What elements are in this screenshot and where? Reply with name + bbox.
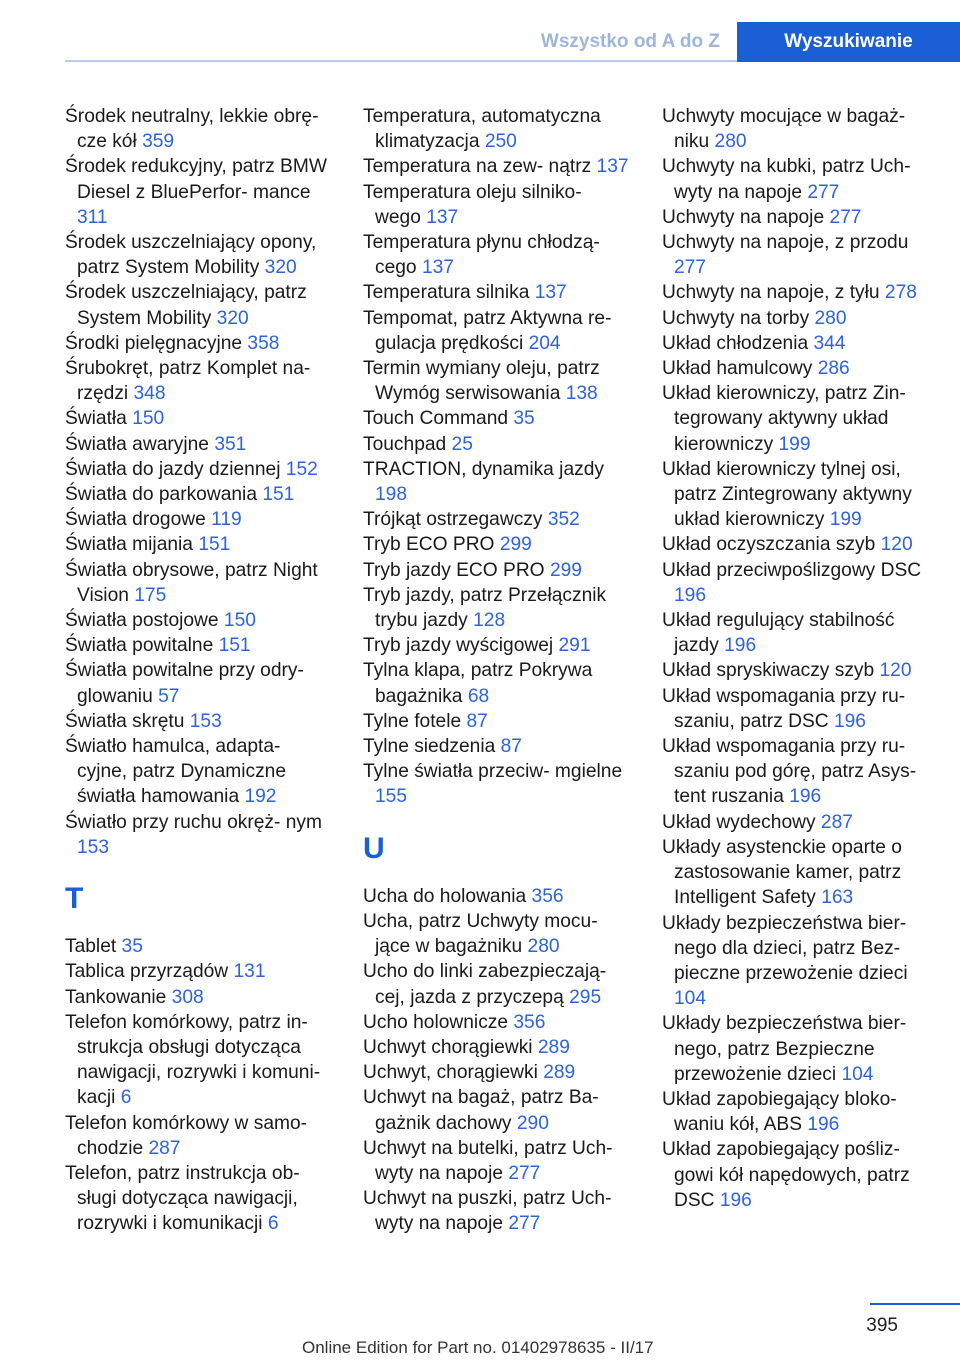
index-entry xyxy=(363,633,631,658)
page-link[interactable]: 196 xyxy=(833,710,866,732)
index-letter-heading: U xyxy=(363,831,385,865)
page-link[interactable]: 348 xyxy=(133,383,166,405)
index-term: Uchwyty na napoje, z przodu xyxy=(662,232,909,254)
index-entry xyxy=(65,507,333,532)
index-entry xyxy=(363,1186,631,1236)
index-term: Uchwyty na torby xyxy=(662,307,815,329)
page-link[interactable]: 352 xyxy=(547,509,580,531)
index-term: Tylne fotele xyxy=(363,710,467,732)
index-term: Układ wydechowy xyxy=(662,811,821,833)
page-link[interactable]: 280 xyxy=(714,131,747,153)
index-entry xyxy=(662,306,930,331)
header-divider xyxy=(65,60,737,62)
index-term: Touch Command xyxy=(363,408,514,430)
index-entry xyxy=(65,432,333,457)
index-entry xyxy=(65,230,333,280)
page-link[interactable]: 291 xyxy=(558,635,591,657)
page-link[interactable]: 151 xyxy=(262,484,295,506)
page-link[interactable]: 289 xyxy=(543,1062,576,1084)
page-link[interactable]: 137 xyxy=(426,206,459,228)
page-link[interactable]: 196 xyxy=(674,584,707,606)
index-entry xyxy=(363,507,631,532)
index-entry xyxy=(65,959,333,984)
page-link[interactable]: 151 xyxy=(198,534,231,556)
page-link[interactable]: 150 xyxy=(132,408,165,430)
index-term: Ucho do linki zabezpieczają‐ cej, jazda z przyczepą xyxy=(363,961,607,1008)
page-number: 395 xyxy=(866,1315,898,1336)
index-entry xyxy=(662,104,930,154)
page-link[interactable]: 6 xyxy=(267,1213,279,1235)
page-link[interactable]: 277 xyxy=(829,206,862,228)
index-entry xyxy=(363,280,631,305)
page-link[interactable]: 120 xyxy=(879,660,912,682)
page-link[interactable]: 295 xyxy=(569,986,602,1008)
index-entry xyxy=(363,583,631,633)
page-link[interactable]: 344 xyxy=(813,332,846,354)
page-link[interactable]: 138 xyxy=(565,383,598,405)
page-link[interactable]: 153 xyxy=(77,836,110,858)
index-entry xyxy=(662,230,930,280)
page-link[interactable]: 155 xyxy=(375,786,408,808)
index-entry xyxy=(65,1111,333,1161)
index-entry xyxy=(65,934,333,959)
index-term: Światło hamulca, adapta‐ cyjne, patrz Dynamiczne światła hamowania xyxy=(65,736,287,808)
page-link[interactable]: 280 xyxy=(527,936,560,958)
index-entry xyxy=(65,658,333,708)
page-link[interactable]: 192 xyxy=(244,786,277,808)
page-link[interactable]: 57 xyxy=(158,685,180,707)
page-link[interactable]: 87 xyxy=(500,736,522,758)
page-link[interactable]: 120 xyxy=(880,534,913,556)
index-entry xyxy=(65,633,333,658)
page-link[interactable]: 286 xyxy=(817,358,850,380)
index-entry xyxy=(662,835,930,911)
index-entry xyxy=(662,154,930,204)
page-link[interactable]: 277 xyxy=(508,1162,541,1184)
page-link[interactable]: 199 xyxy=(829,509,862,531)
page-link[interactable]: 359 xyxy=(142,131,175,153)
page-link[interactable]: 204 xyxy=(528,332,561,354)
index-entry xyxy=(363,1035,631,1060)
index-entry xyxy=(65,1010,333,1111)
index-term: Tryb jazdy, patrz Przełącznik trybu jazdy xyxy=(363,584,607,632)
page-link[interactable]: 277 xyxy=(674,257,707,279)
index-entry xyxy=(662,356,930,381)
index-term: Układ zapobiegający pośliz‐ gowi kół napędowych, patrz DSC xyxy=(662,1139,910,1211)
index-term: Śrubokręt, patrz Komplet na‐ rzędzi xyxy=(65,358,311,405)
page-link[interactable]: 153 xyxy=(189,710,222,732)
page-link[interactable]: 137 xyxy=(596,156,629,178)
page-link[interactable]: 287 xyxy=(148,1137,181,1159)
index-term: Ucha do holowania xyxy=(363,885,532,907)
index-entry xyxy=(363,104,631,154)
index-term: Tryb ECO PRO xyxy=(363,534,500,556)
index-entry xyxy=(662,911,930,1012)
index-entry xyxy=(65,154,333,230)
index-term: Uchwyt chorągiewki xyxy=(363,1036,538,1058)
index-term: Układy asystenckie oparte o zastosowanie kamer, patrz Intelligent Safety xyxy=(662,836,902,909)
index-term: Środek uszczelniający, patrz System Mobility xyxy=(65,282,307,329)
page-link[interactable]: 131 xyxy=(233,961,266,983)
page-link[interactable]: 68 xyxy=(467,685,490,707)
index-term: Termin wymiany oleju, patrz Wymóg serwisowania xyxy=(363,358,600,405)
footer-divider xyxy=(870,1303,960,1305)
page-link[interactable]: 137 xyxy=(421,257,454,279)
index-entry xyxy=(65,482,333,507)
index-entry xyxy=(662,684,930,734)
page-link[interactable]: 119 xyxy=(211,509,242,531)
page-link[interactable]: 196 xyxy=(789,786,822,808)
index-term: Tylne siedzenia xyxy=(363,736,501,758)
index-entry xyxy=(363,532,631,557)
page-link[interactable]: 35 xyxy=(513,408,535,430)
index-term: Układ wspomagania przy ru‐ szaniu, patrz DSC xyxy=(662,685,906,732)
index-entry xyxy=(65,985,333,1010)
index-term: Uchwyt na bagaż, patrz Ba‐ gażnik dachowy xyxy=(363,1087,599,1134)
index-term: Światło przy ruchu okręż‐ nym xyxy=(65,811,322,833)
page-link[interactable]: 356 xyxy=(513,1011,546,1033)
index-term: Temperatura na zew‐ nątrz xyxy=(363,156,597,178)
index-term: Touchpad xyxy=(363,433,452,455)
page-link[interactable]: 104 xyxy=(674,988,707,1010)
index-entry xyxy=(662,1011,930,1087)
index-term: Światła do jazdy dziennej xyxy=(65,458,286,480)
index-term: Układ kierowniczy tylnej osi, patrz Zintegrowany aktywny układ kierowniczy xyxy=(662,458,912,531)
index-term: Środek uszczelniający opony, patrz System Mobility xyxy=(65,232,317,279)
page-link[interactable]: 356 xyxy=(531,885,564,907)
page-link[interactable]: 196 xyxy=(724,635,757,657)
index-entry xyxy=(363,709,631,734)
index-entry xyxy=(662,810,930,835)
page-header xyxy=(0,0,960,62)
index-entry xyxy=(662,331,930,356)
index-entry xyxy=(363,154,631,179)
index-entry xyxy=(662,658,930,683)
page-link[interactable]: 290 xyxy=(516,1112,549,1134)
index-entry xyxy=(363,1010,631,1035)
index-entry xyxy=(363,457,631,507)
page-link[interactable]: 196 xyxy=(719,1189,752,1211)
index-term: Układ zapobiegający bloko‐ waniu kół, ABS xyxy=(662,1088,897,1136)
tab-wyszukiwanie[interactable]: Wyszukiwanie xyxy=(737,22,960,62)
index-entry xyxy=(363,306,631,356)
index-term: Światła postojowe xyxy=(65,610,224,632)
index-term: Układ wspomagania przy ru‐ szaniu pod górę, patrz Asys‐ tent ruszania xyxy=(662,736,917,808)
index-term: Tryb jazdy wyścigowej xyxy=(363,635,559,657)
index-entry xyxy=(363,1060,631,1085)
index-term: Tankowanie xyxy=(65,986,172,1008)
page-link[interactable]: 25 xyxy=(451,433,473,455)
index-entry xyxy=(65,356,333,406)
index-term: TRACTION, dynamika jazdy xyxy=(363,458,604,480)
page-link[interactable]: 128 xyxy=(473,610,506,632)
index-entry xyxy=(363,406,631,431)
index-entry xyxy=(363,884,631,909)
index-term: Telefon komórkowy w samo‐ chodzie xyxy=(65,1112,308,1159)
index-entry xyxy=(662,734,930,810)
index-entry xyxy=(65,532,333,557)
page-link[interactable]: 104 xyxy=(841,1063,874,1085)
index-term: Temperatura silnika xyxy=(363,282,535,304)
index-term: Światła skrętu xyxy=(65,710,190,732)
edition-note: Online Edition for Part no. 01402978635 - II/17 xyxy=(302,1338,654,1357)
index-entry xyxy=(363,180,631,230)
index-entry xyxy=(65,734,333,810)
index-term: Uchwyt na puszki, patrz Uch‐ wyty na napoje xyxy=(363,1188,612,1235)
index-entry xyxy=(662,558,930,608)
section-title[interactable]: Wszystko od A do Z xyxy=(540,31,720,52)
page-link[interactable]: 196 xyxy=(807,1114,840,1136)
index-term: Światła mijania xyxy=(65,534,199,556)
index-entry xyxy=(65,608,333,633)
index-term: Tylne światła przeciw‐ mgielne xyxy=(363,761,623,783)
page-link[interactable]: 277 xyxy=(807,181,840,203)
page-link[interactable]: 358 xyxy=(247,332,280,354)
index-entry xyxy=(662,280,930,305)
index-term: Trójkąt ostrzegawczy xyxy=(363,509,548,531)
index-term: Tablet xyxy=(65,936,122,958)
index-entry xyxy=(65,280,333,330)
index-term: Światła do parkowania xyxy=(65,484,263,506)
index-term: Tylna klapa, patrz Pokrywa bagażnika xyxy=(363,660,593,707)
index-entry xyxy=(363,759,631,809)
page-link[interactable]: 6 xyxy=(120,1087,132,1109)
index-term: Środki pielęgnacyjne xyxy=(65,332,248,354)
index-term: Światła awaryjne xyxy=(65,433,215,455)
page-link[interactable]: 35 xyxy=(121,936,143,958)
index-term: Światła xyxy=(65,408,133,430)
index-term: Uchwyt na butelki, patrz Uch‐ wyty na napoje xyxy=(363,1137,613,1184)
index-term: Układ regulujący stabilność jazdy xyxy=(662,610,895,657)
index-entry xyxy=(662,1137,930,1213)
index-column-3 xyxy=(662,104,930,1213)
index-term: Układy bezpieczeństwa bier‐ nego, patrz Bezpieczne przewożenie dzieci xyxy=(662,1013,907,1085)
index-entry xyxy=(363,356,631,406)
index-entry xyxy=(65,709,333,734)
index-term: Uchwyty na napoje, z tyłu xyxy=(662,282,885,304)
index-term: Uchwyt, chorągiewki xyxy=(363,1062,544,1084)
page-link[interactable]: 152 xyxy=(285,458,318,480)
index-term: Telefon komórkowy, patrz in‐ strukcja obsługi dotycząca nawigacji, rozrywki i komuni‐ kacji xyxy=(65,1011,321,1109)
index-letter-heading: T xyxy=(65,882,84,916)
index-entry xyxy=(65,457,333,482)
page-link[interactable]: 151 xyxy=(218,635,251,657)
page-link[interactable]: 199 xyxy=(778,433,811,455)
index-term: Środek redukcyjny, patrz BMW Diesel z BluePerfor‐ mance xyxy=(65,156,327,203)
page-link[interactable]: 299 xyxy=(499,534,532,556)
page-link[interactable]: 278 xyxy=(884,282,917,304)
index-term: Światła obrysowe, patrz Night Vision xyxy=(65,559,318,606)
index-term: Uchwyty na kubki, patrz Uch‐ wyty na napoje xyxy=(662,156,911,203)
index-entry xyxy=(363,658,631,708)
index-term: Ucho holownicze xyxy=(363,1011,514,1033)
index-entry xyxy=(65,104,333,154)
page-link[interactable]: 137 xyxy=(534,282,567,304)
page-link[interactable]: 87 xyxy=(466,710,488,732)
index-term: Układ przeciwpoślizgowy DSC xyxy=(662,559,922,581)
index-column-1 xyxy=(65,104,333,1237)
page-link[interactable]: 311 xyxy=(77,206,108,228)
page-link[interactable]: 277 xyxy=(508,1213,541,1235)
index-term: Telefon, patrz instrukcja ob‐ sługi dotycząca nawigacji, rozrywki i komunikacji xyxy=(65,1162,300,1235)
index-term: Układ hamulcowy xyxy=(662,358,818,380)
index-term: Tryb jazdy ECO PRO xyxy=(363,559,550,581)
page-link[interactable]: 351 xyxy=(214,433,247,455)
index-term: Temperatura płynu chłodzą‐ cego xyxy=(363,232,600,279)
index-entry xyxy=(363,1136,631,1186)
index-term: Światła drogowe xyxy=(65,509,212,531)
page-link[interactable]: 320 xyxy=(264,257,297,279)
index-entry xyxy=(65,558,333,608)
page-link[interactable]: 250 xyxy=(484,131,517,153)
page-link[interactable]: 198 xyxy=(375,484,408,506)
index-entry xyxy=(662,205,930,230)
index-term: Ucha, patrz Uchwyty mocu‐ jące w bagażniku xyxy=(363,910,598,958)
page-link[interactable]: 299 xyxy=(549,559,582,581)
index-term: Światła powitalne przy odry‐ glowaniu xyxy=(65,660,304,707)
index-entry xyxy=(363,909,631,959)
index-term: Światła powitalne xyxy=(65,635,219,657)
index-entry xyxy=(662,381,930,457)
index-entry xyxy=(662,1087,930,1137)
page-link[interactable]: 289 xyxy=(537,1036,570,1058)
index-term: Układ oczyszczania szyb xyxy=(662,534,881,556)
page-link[interactable]: 163 xyxy=(821,887,854,909)
page-link[interactable]: 320 xyxy=(216,307,249,329)
index-term: Temperatura, automatyczna klimatyzacja xyxy=(363,106,601,153)
index-entry xyxy=(363,432,631,457)
index-term: Układy bezpieczeństwa bier‐ nego dla dzieci, patrz Bez‐ pieczne przewożenie dzieci xyxy=(662,912,908,984)
index-entry xyxy=(65,331,333,356)
index-term: Uchwyty na napoje xyxy=(662,206,830,228)
index-entry xyxy=(363,558,631,583)
index-term: Temperatura oleju silniko‐ wego xyxy=(363,181,582,228)
page-link[interactable]: 287 xyxy=(820,811,853,833)
page-link[interactable]: 280 xyxy=(814,307,847,329)
index-entry xyxy=(662,532,930,557)
index-term: Tablica przyrządów xyxy=(65,961,234,983)
index-column-2 xyxy=(363,104,631,1237)
index-entry xyxy=(65,810,333,860)
index-entry xyxy=(65,1161,333,1237)
page-link[interactable]: 150 xyxy=(223,610,256,632)
index-term: Układ spryskiwaczy szyb xyxy=(662,660,880,682)
index-entry xyxy=(363,959,631,1009)
index-entry xyxy=(662,457,930,533)
index-entry xyxy=(363,734,631,759)
index-entry xyxy=(65,406,333,431)
index-entry xyxy=(363,230,631,280)
index-term: Układ chłodzenia xyxy=(662,332,814,354)
page-link[interactable]: 175 xyxy=(134,584,167,606)
index-entry xyxy=(662,608,930,658)
index-term: Uchwyty mocujące w bagaż‐ niku xyxy=(662,106,906,153)
index-term: Środek neutralny, lekkie obrę‐ cze kół xyxy=(65,106,319,153)
index-term: Tempomat, patrz Aktywna re‐ gulacja prędkości xyxy=(363,307,612,354)
index-term: Układ kierowniczy, patrz Zin‐ tegrowany aktywny układ kierowniczy xyxy=(662,383,906,455)
index-entry xyxy=(363,1085,631,1135)
page-link[interactable]: 308 xyxy=(171,986,204,1008)
